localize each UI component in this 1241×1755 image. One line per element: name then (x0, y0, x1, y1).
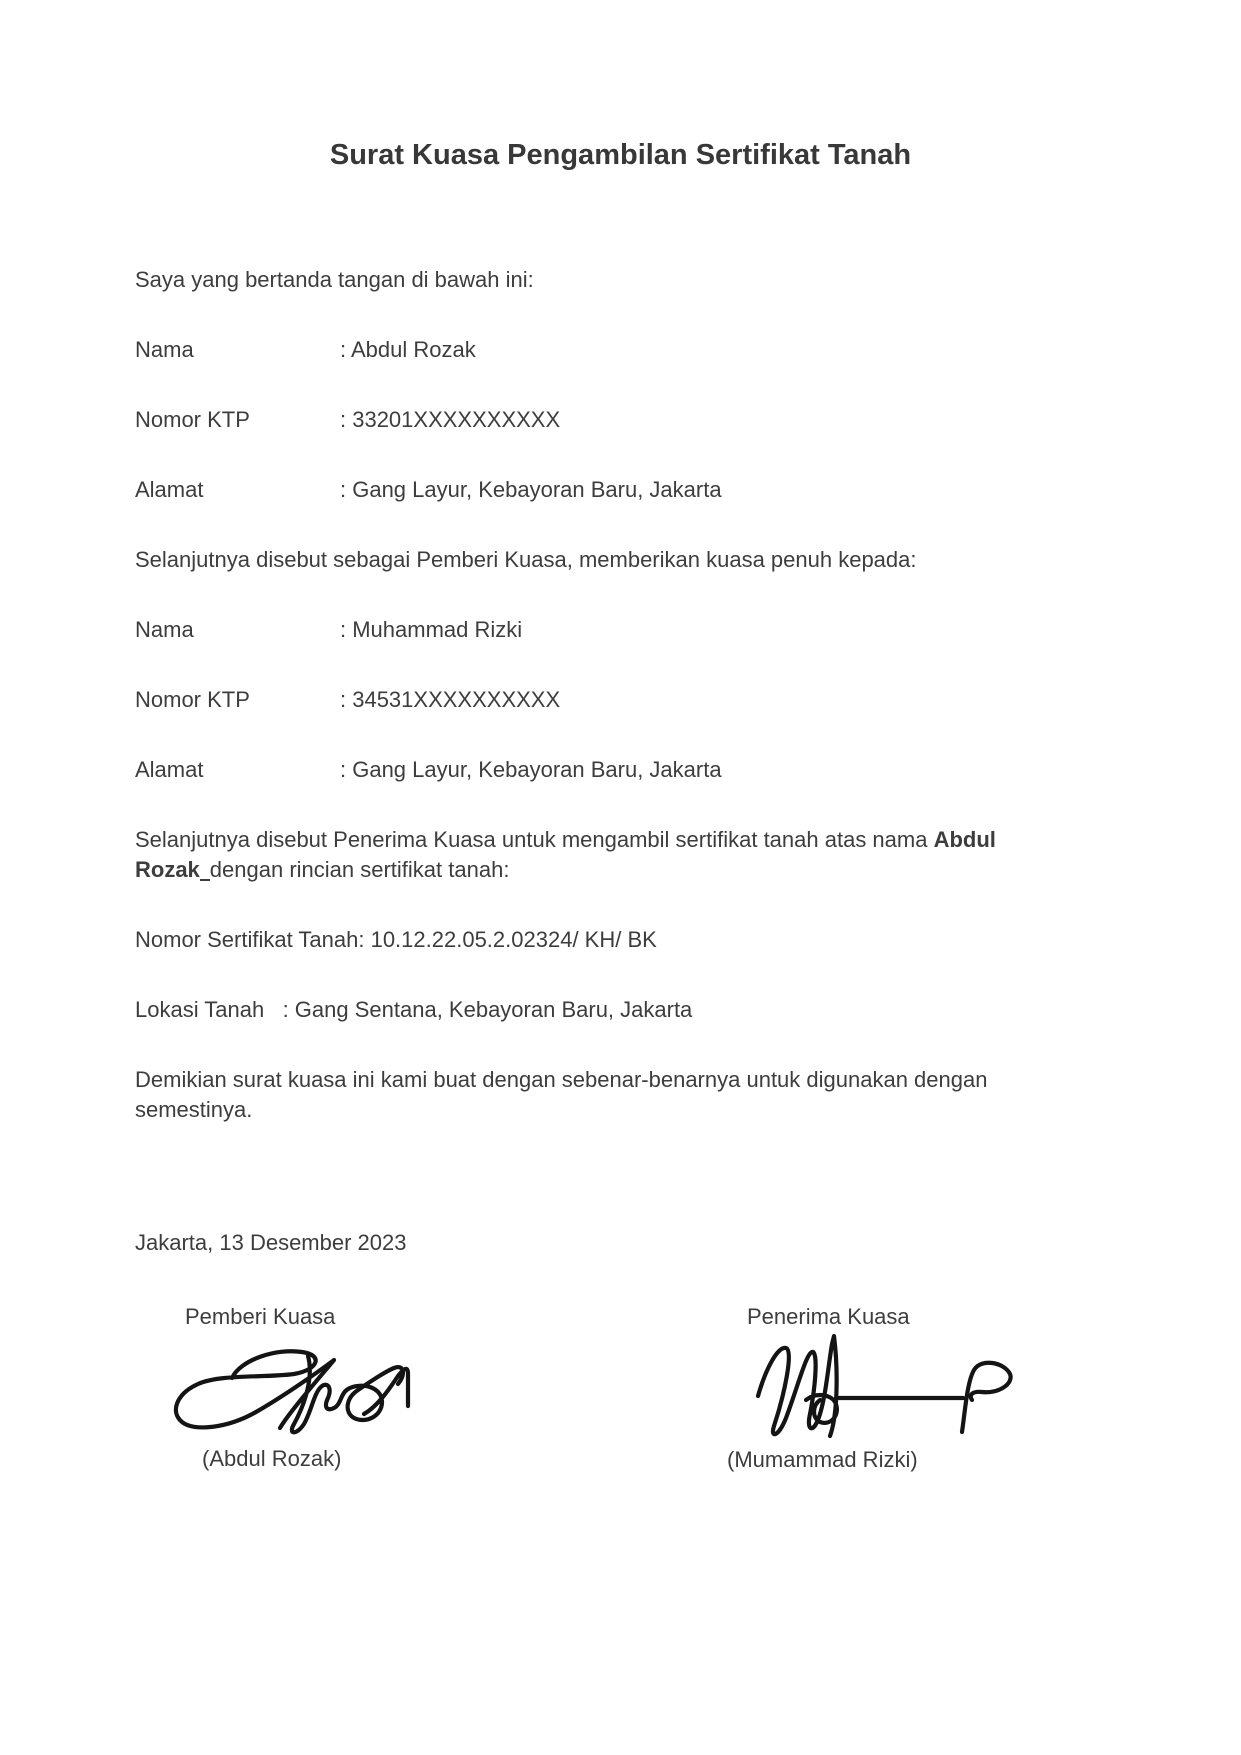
grantor-address-row (135, 475, 1106, 505)
field-value: : Muhammad Rizki (340, 617, 523, 642)
field-label: Nomor KTP (135, 407, 250, 432)
date-line: Jakarta, 13 Desember 2023 (135, 1230, 407, 1255)
grantor-name-row (135, 335, 1106, 365)
field-label: Nama (135, 617, 194, 642)
clause-bold-name: Rozak (135, 857, 200, 882)
field-value: : 33201XXXXXXXXXX (340, 407, 561, 432)
grantee-signature-scribble (748, 1334, 1038, 1439)
field-value: : Gang Layur, Kebayoran Baru, Jakarta (340, 757, 722, 782)
grantee-signed-name: (Mumammad Rizki) (727, 1447, 918, 1472)
grantee-role-label: Penerima Kuasa (747, 1304, 910, 1329)
closing-text: semestinya. (135, 1097, 253, 1122)
grantor-ktp-row (135, 405, 1106, 435)
field-value: : Gang Layur, Kebayoran Baru, Jakarta (340, 477, 722, 502)
closing-paragraph (135, 1065, 1106, 1125)
clause-text: Selanjutnya disebut Penerima Kuasa untuk mengambil sertifikat tanah atas nama (135, 827, 934, 852)
grantee-name-row (135, 615, 1106, 645)
grantee-ktp-row (135, 685, 1106, 715)
grantor-role-label: Pemberi Kuasa (185, 1304, 336, 1329)
grantor-signed-name: (Abdul Rozak) (202, 1446, 342, 1471)
field-value: : 34531XXXXXXXXXX (340, 687, 561, 712)
grantee-address-row (135, 755, 1106, 785)
field-value: : Abdul Rozak (340, 337, 476, 362)
field-label: Alamat (135, 757, 204, 782)
field-label: Alamat (135, 477, 204, 502)
field-label: Nomor KTP (135, 687, 250, 712)
intro-line: Saya yang bertanda tangan di bawah ini: (135, 267, 534, 292)
clause-text: dengan rincian sertifikat tanah: (209, 857, 510, 882)
clause-bold-name: Abdul (933, 827, 996, 852)
grantor-signature-block (135, 1302, 585, 1475)
document-title: Surat Kuasa Pengambilan Sertifikat Tanah (329, 139, 912, 171)
closing-text: Demikian surat kuasa ini kami buat dengan sebenar-benarnya untuk digunakan dengan (135, 1067, 988, 1092)
signature-section (135, 1302, 1106, 1475)
land-location-line: Lokasi Tanah : Gang Sentana, Kebayoran Baru, Jakarta (135, 997, 693, 1022)
clause-paragraph (135, 825, 1106, 885)
grantee-signature-block (585, 1302, 1106, 1475)
underscore-mark (200, 875, 210, 881)
certificate-number-line: Nomor Sertifikat Tanah: 10.12.22.05.2.02324/ KH/ BK (135, 927, 657, 952)
field-label: Nama (135, 337, 194, 362)
transition-line: Selanjutnya disebut sebagai Pemberi Kuasa, memberikan kuasa penuh kepada: (135, 547, 917, 572)
grantor-signature-scribble (168, 1344, 418, 1436)
